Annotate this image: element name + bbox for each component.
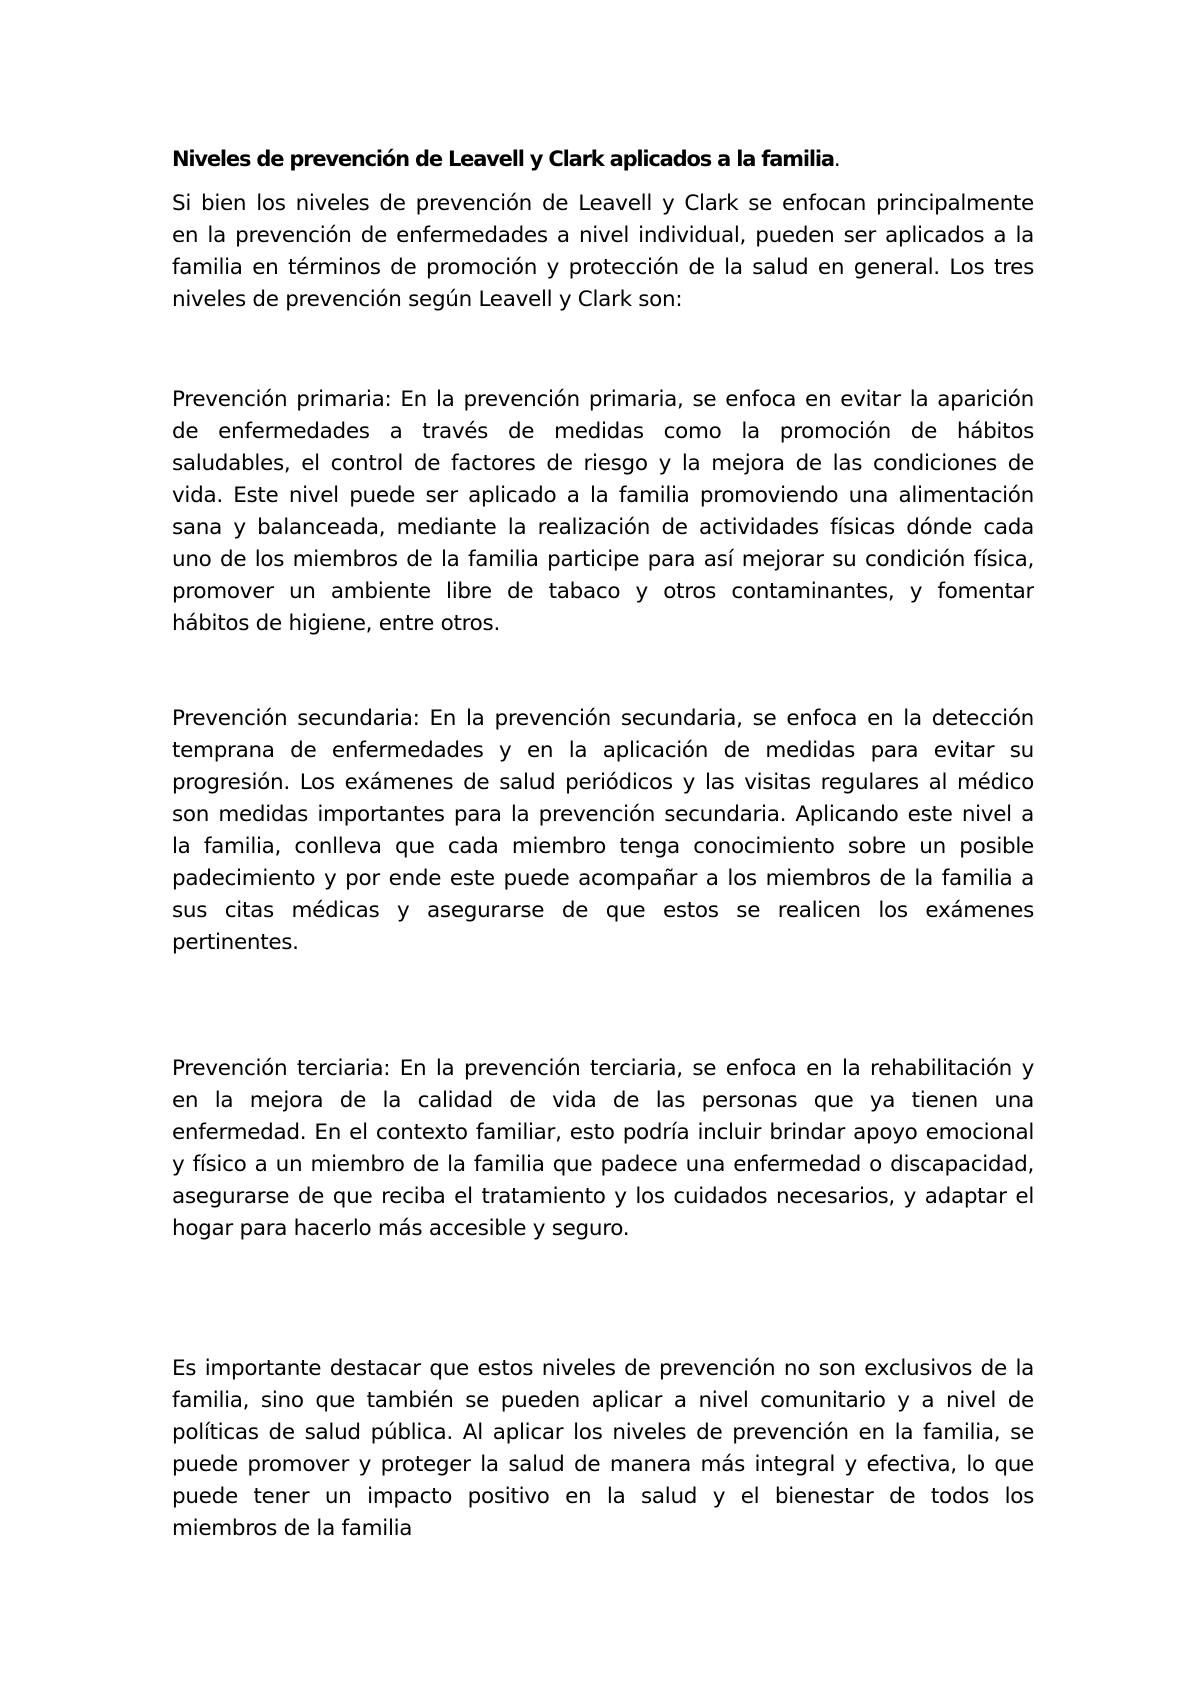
text-line: Prevención secundaria: En la prevención secundaria, se enfoca en la detección [172,706,1034,731]
text-line: asegurarse de que reciba el tratamiento y los cuidados necesarios, y adaptar el [172,1184,1034,1209]
text-line: promover un ambiente libre de tabaco y otros contaminantes, y fomentar [172,579,1034,604]
text-line: enfermedad. En el contexto familiar, esto podría incluir brindar apoyo emocional [172,1120,1034,1145]
paragraph-prevencion-terciaria [172,1053,1034,1245]
text-line: sana y balanceada, mediante la realización de actividades físicas dónde cada [172,515,1034,540]
paragraph-prevencion-primaria [172,384,1034,640]
text-line: familia, sino que también se pueden aplicar a nivel comunitario y a nivel de [172,1388,1034,1413]
text-line: puede promover y proteger la salud de manera más integral y efectiva, lo que [172,1452,1034,1477]
text-line: puede tener un impacto positivo en la salud y el bienestar de todos los [172,1484,1034,1509]
text-line: niveles de prevención según Leavell y Clark son: [172,287,683,312]
text-line: progresión. Los exámenes de salud periódicos y las visitas regulares al médico [172,770,1034,795]
text-line: Si bien los niveles de prevención de Leavell y Clark se enfocan principalmente [172,191,1034,216]
text-line: en la prevención de enfermedades a nivel individual, pueden ser aplicados a la [172,223,1034,248]
text-line: políticas de salud pública. Al aplicar los niveles de prevención en la familia, se [172,1420,1034,1445]
paragraph-intro [172,188,1034,316]
text-line: pertinentes. [172,930,299,955]
text-line: familia en términos de promoción y protección de la salud en general. Los tres [172,255,1034,280]
text-line: son medidas importantes para la prevención secundaria. Aplicando este nivel a [172,802,1034,827]
paragraph-prevencion-secundaria [172,703,1034,959]
text-line: vida. Este nivel puede ser aplicado a la familia promoviendo una alimentación [172,483,1034,508]
text-line: hogar para hacerlo más accesible y seguro. [172,1216,630,1241]
text-line: y físico a un miembro de la familia que padece una enfermedad o discapacidad, [172,1152,1034,1177]
text-line: en la mejora de la calidad de vida de las personas que ya tienen una [172,1088,1034,1113]
text-line: de enfermedades a través de medidas como la promoción de hábitos [172,419,1034,444]
text-line: sus citas médicas y asegurarse de que estos se realicen los exámenes [172,898,1034,923]
paragraph-conclusion [172,1353,1034,1545]
text-line: padecimiento y por ende este puede acompañar a los miembros de la familia a [172,866,1034,891]
text-line: Prevención terciaria: En la prevención terciaria, se enfoca en la rehabilitación y [172,1056,1034,1081]
text-line: la familia, conlleva que cada miembro tenga conocimiento sobre un posible [172,834,1034,859]
title-text: Niveles de prevención de Leavell y Clark aplicados a la familia [172,147,834,171]
text-line: uno de los miembros de la familia participe para así mejorar su condición física, [172,547,1034,572]
text-line: temprana de enfermedades y en la aplicación de medidas para evitar su [172,738,1034,763]
document-title [172,146,1032,172]
text-line: Prevención primaria: En la prevención primaria, se enfoca en evitar la aparición [172,387,1034,412]
text-line: miembros de la familia [172,1516,413,1541]
title-period: . [833,147,840,171]
text-line: Es importante destacar que estos niveles de prevención no son exclusivos de la [172,1356,1034,1381]
text-line: hábitos de higiene, entre otros. [172,611,500,636]
text-line: saludables, el control de factores de riesgo y la mejora de las condiciones de [172,451,1034,476]
